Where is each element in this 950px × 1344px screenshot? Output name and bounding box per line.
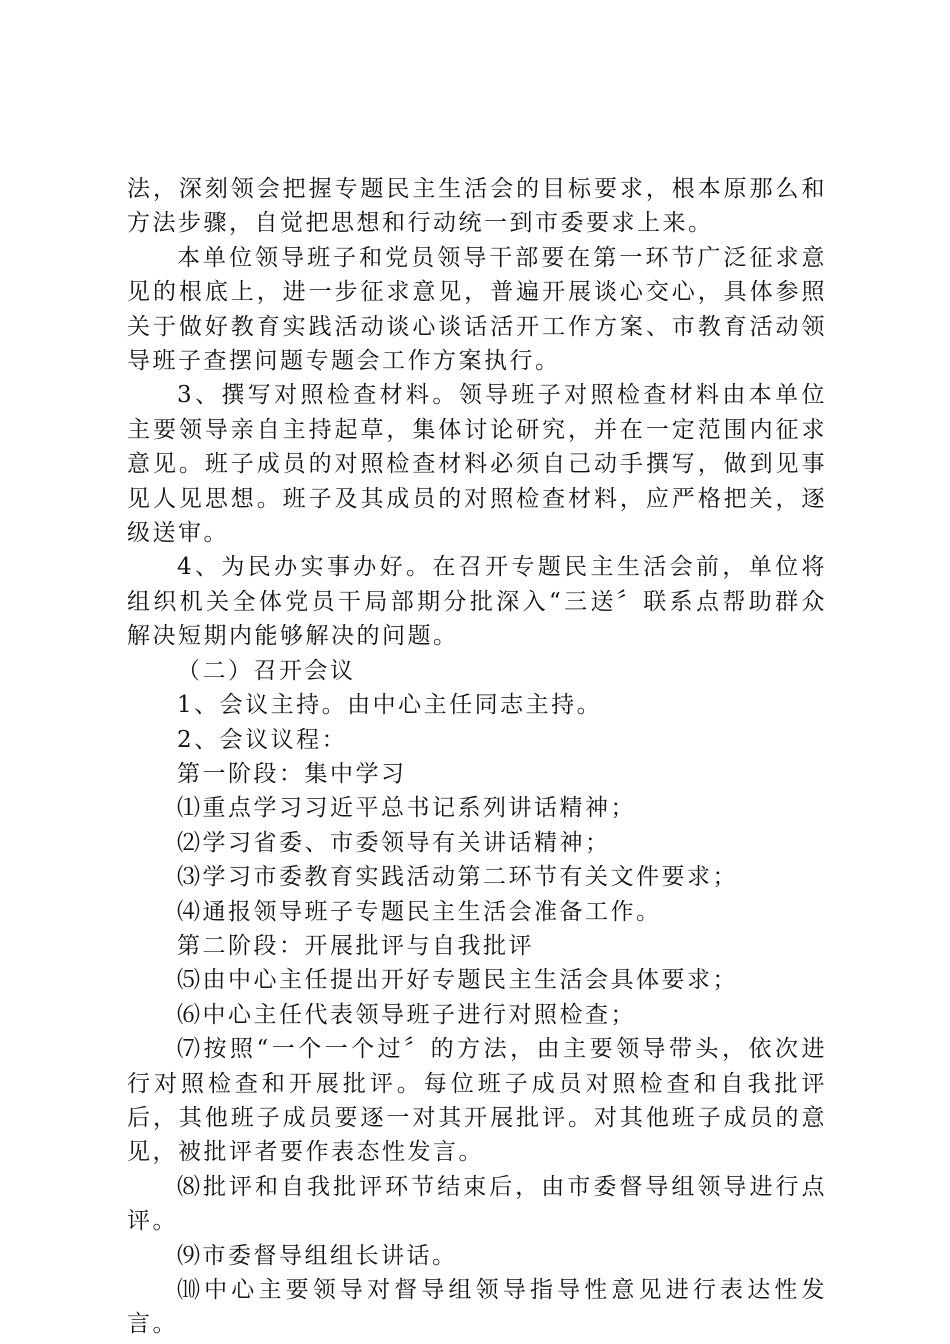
paragraph-practical-work: 4、为民办实事办好。在召开专题民主生活会前，单位将组织机关全体党员干局部期分批深入“三送〞联系点帮助群众解决短期内能够解决的问题。	[127, 554, 827, 650]
section-heading-meeting: （二）召开会议	[177, 657, 356, 684]
agenda-item-10: ⑽中心主要领导对督导组领导指导性意见进行表达性发言。	[127, 1277, 827, 1338]
paragraph-self-review-material: 3、撰写对照检查材料。领导班子对照检查材料由本单位主要领导亲自主持起草，集体讨论研究，并在一定范围内征求意见。班子成员的对照检查材料必须自己动手撰写，做到见事见人见思想。班子及其成员的对照检查材料，应严格把关，逐级送审。	[127, 382, 827, 547]
agenda-item-1: ⑴重点学习习近平总书记系列讲话精神；	[177, 795, 636, 822]
agenda-item-9: ⑼市委督导组组长讲话。	[177, 1242, 458, 1269]
stage-one-heading: 第一阶段：集中学习	[177, 760, 407, 787]
agenda-item-8: ⑻批评和自我批评环节结束后，由市委督导组领导进行点评。	[127, 1173, 827, 1235]
paragraph-continuation: 法，深刻领会把握专题民主生活会的目标要求，根本原那么和方法步骤，自觉把思想和行动统一到市委要求上来。	[127, 176, 827, 237]
agenda-item-7: ⑺按照“一个一个过〞的方法，由主要领导带头，依次进行对照检查和开展批评。每位班子成员对照检查和自我批评后，其他班子成员要逐一对其开展批评。对其他班子成员的意见，被批评者要作表态性发言。	[127, 1036, 827, 1166]
paragraph-consultation: 本单位领导班子和党员领导干部要在第一环节广泛征求意见的根底上，进一步征求意见，普遍开展谈心交心，具体参照关于做好教育实践活动谈心谈话活开工作方案、市教育活动领导班子查摆问题专题会工作方案执行。	[127, 244, 827, 375]
agenda-item-2: ⑵学习省委、市委领导有关讲话精神；	[177, 829, 611, 856]
paragraph-meeting-host: 1、会议主持。由中心主任同志主持。	[177, 692, 603, 719]
paragraph-meeting-agenda: 2、会议议程：	[177, 726, 348, 753]
document-body	[127, 172, 827, 1342]
stage-two-heading: 第二阶段：开展批评与自我批评	[177, 932, 534, 959]
agenda-item-6: ⑹中心主任代表领导班子进行对照检查；	[177, 1001, 636, 1028]
agenda-item-5: ⑸由中心主任提出开好专题民主生活会具体要求；	[177, 967, 738, 994]
agenda-item-3: ⑶学习市委教育实践活动第二环节有关文件要求；	[177, 864, 738, 891]
agenda-item-4: ⑷通报领导班子专题民主生活会准备工作。	[177, 898, 662, 925]
